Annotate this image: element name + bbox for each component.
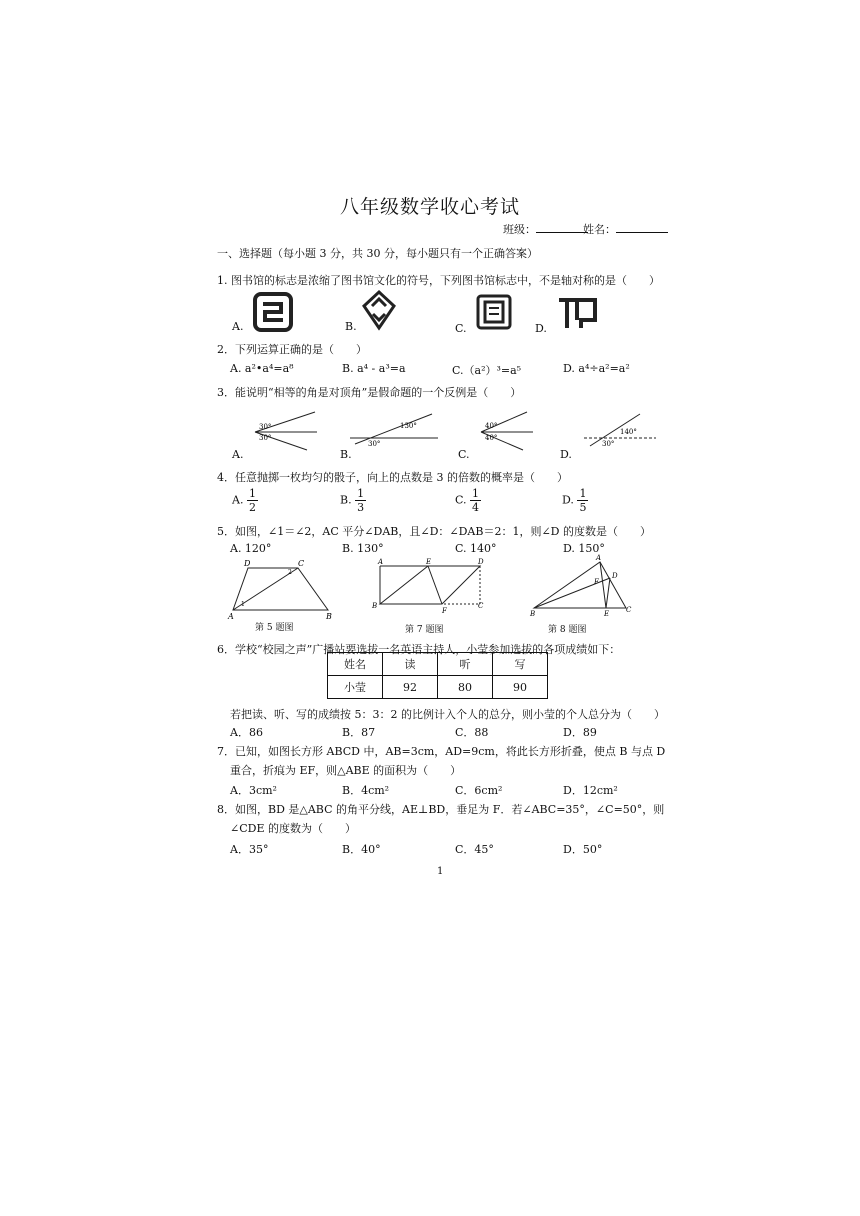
- header-write: 写: [493, 653, 548, 676]
- fig7-label-f: F: [442, 607, 447, 615]
- q2-option-a: A. a²•a⁴=a⁸: [230, 362, 294, 375]
- q4-option-a-letter: A.: [232, 493, 244, 507]
- cell-name: 小莹: [328, 676, 383, 699]
- q4-fraction-d: [577, 487, 588, 514]
- q8-option-d: D．50°: [563, 843, 603, 856]
- q7-option-b: B．4cm²: [342, 784, 390, 797]
- q5-option-c: C. 140°: [455, 542, 497, 555]
- library-logo-b-icon: [362, 290, 396, 330]
- q3d-angle-1: 30°: [602, 440, 615, 448]
- q4b-numerator: 1: [357, 487, 365, 500]
- cell-read: 92: [383, 676, 438, 699]
- q4-option-c: [455, 487, 481, 514]
- q3d-angle-2: 140°: [620, 428, 637, 436]
- q4-fraction-c: [470, 487, 481, 514]
- figure-5-caption: 第 5 题图: [255, 623, 294, 633]
- q4-option-c-letter: C.: [455, 493, 467, 507]
- score-table: [327, 652, 548, 699]
- figure-8-triangle: [530, 556, 640, 616]
- q3b-angle-2: 30°: [368, 440, 381, 448]
- question-7-stem-2: 重合，折痕为 EF，则△ABE 的面积为（ ）: [230, 764, 462, 777]
- cell-write: 90: [493, 676, 548, 699]
- q4-option-a: [232, 487, 258, 514]
- q4c-numerator: 1: [472, 487, 480, 500]
- header-read: 读: [383, 653, 438, 676]
- q4-fraction-a: [247, 487, 258, 514]
- q1-option-b: B.: [345, 320, 357, 333]
- q8-option-a: A．35°: [230, 843, 269, 856]
- name-field[interactable]: [583, 221, 668, 237]
- q3-figure-a: [245, 410, 320, 450]
- fig7-label-e: E: [426, 558, 432, 566]
- q3-option-a: A.: [232, 448, 244, 461]
- question-6-followup: 若把读、听、写的成绩按 5：3：2 的比例计入个人的总分，则小莹的个人总分为（ ）: [230, 708, 665, 721]
- q4-option-b-letter: B.: [340, 493, 352, 507]
- fig5-label-a: A: [228, 612, 234, 621]
- q8-option-c: C．45°: [455, 843, 494, 856]
- question-6-stem: 6．学校“校园之声”广播站要选拔一名英语主持人，小莹参加选拔的各项成绩如下：: [217, 643, 621, 656]
- q3c-angle-1: 40°: [485, 422, 498, 430]
- q5-option-d: D. 150°: [563, 542, 605, 555]
- question-8-stem: 8．如图，BD 是△ABC 的角平分线，AE⊥BD，垂足为 F．若∠ABC=35°，∠C=50°，则: [217, 803, 665, 816]
- name-label: 姓名：: [583, 223, 616, 236]
- fig8-label-f: F: [594, 578, 599, 586]
- q4c-denominator: 4: [472, 501, 480, 514]
- q6-option-b: B．87: [342, 726, 376, 739]
- library-logo-d-icon: [555, 294, 601, 330]
- q4d-numerator: 1: [579, 487, 587, 500]
- q7-option-a: A．3cm²: [230, 784, 277, 797]
- figure-7-rectangle: [370, 558, 490, 614]
- q6-option-d: D．89: [563, 726, 597, 739]
- q4-option-d-letter: D.: [562, 493, 574, 507]
- library-logo-a-icon: [253, 292, 293, 332]
- fig7-label-c: C: [478, 602, 484, 610]
- fig5-label-d: D: [244, 559, 251, 568]
- question-4-stem: 4．任意抛掷一枚均匀的骰子，向上的点数是 3 的倍数的概率是（ ）: [217, 471, 568, 484]
- q7-option-c: C．6cm²: [455, 784, 503, 797]
- page-number: 1: [437, 866, 444, 877]
- question-2-stem: 2．下列运算正确的是（ ）: [217, 343, 367, 356]
- fig7-label-d: D: [478, 558, 484, 566]
- q3a-angle-2: 30°: [259, 434, 272, 442]
- fig8-label-e: E: [604, 610, 610, 618]
- q4d-denominator: 5: [579, 501, 587, 514]
- q4-fraction-b: [355, 487, 366, 514]
- figure-7-caption: 第 7 题图: [405, 625, 444, 635]
- q3-figure-c: [475, 410, 535, 450]
- q2-option-d: D. a⁴÷a²=a²: [563, 362, 630, 375]
- q3-option-d: D.: [560, 448, 572, 461]
- class-blank[interactable]: [536, 222, 588, 233]
- q3-option-c: C.: [458, 448, 470, 461]
- q5-option-b: B. 130°: [342, 542, 384, 555]
- q3-option-b: B.: [340, 448, 352, 461]
- q3b-angle-1: 130°: [400, 422, 417, 430]
- q4a-denominator: 2: [248, 501, 256, 514]
- figure-5-trapezoid: [228, 560, 338, 620]
- q3-figure-b: [350, 412, 435, 448]
- score-table-row: [328, 676, 548, 699]
- q2-option-c: C.（a²）³=a⁵: [452, 364, 522, 377]
- cell-listen: 80: [438, 676, 493, 699]
- fig8-label-a: A: [596, 554, 602, 562]
- score-table-header-row: [328, 653, 548, 676]
- q1-option-a: A.: [232, 320, 244, 333]
- question-7-stem: 7．已知，如图长方形 ABCD 中，AB=3cm，AD=9cm，将此长方形折叠，使点 B 与点 D: [217, 745, 666, 758]
- q2-option-b: B. a⁴ - a³=a: [342, 362, 406, 375]
- q6-option-c: C．88: [455, 726, 489, 739]
- question-3-stem: 3．能说明“相等的角是对顶角”是假命题的一个反例是（ ）: [217, 386, 522, 399]
- fig8-label-c: C: [626, 606, 632, 614]
- header-name: 姓名: [328, 653, 383, 676]
- fig7-label-a: A: [378, 558, 384, 566]
- question-5-stem: 5．如图，∠1＝∠2，AC 平分∠DAB，且∠D：∠DAB＝2：1，则∠D 的度数是（ ）: [217, 525, 651, 538]
- fig5-label-1: 1: [241, 601, 245, 608]
- page-title: 八年级数学收心考试: [339, 196, 520, 218]
- fig8-label-b: B: [530, 610, 536, 618]
- fig5-label-2: 2: [288, 569, 292, 576]
- class-label: 班级：: [503, 223, 536, 236]
- q3a-angle-1: 30°: [259, 423, 272, 431]
- name-blank[interactable]: [616, 222, 668, 233]
- question-8-stem-2: ∠CDE 的度数为（ ）: [230, 822, 356, 835]
- q1-option-d: D.: [535, 322, 547, 335]
- header-listen: 听: [438, 653, 493, 676]
- q4b-denominator: 3: [357, 501, 365, 514]
- q6-option-a: A．86: [230, 726, 263, 739]
- q4-option-d: [562, 487, 588, 514]
- q7-option-d: D．12cm²: [563, 784, 618, 797]
- q4a-numerator: 1: [248, 487, 256, 500]
- q5-option-a: A. 120°: [230, 542, 272, 555]
- q3-figure-d: [580, 412, 660, 448]
- library-logo-c-icon: [476, 294, 512, 330]
- section-heading: 一、选择题（每小题 3 分，共 30 分，每小题只有一个正确答案）: [217, 247, 538, 260]
- figure-8-caption: 第 8 题图: [548, 625, 587, 635]
- q4-option-b: [340, 487, 366, 514]
- fig5-label-c: C: [298, 559, 305, 568]
- question-1-stem: 1. 图书馆的标志是浓缩了图书馆文化的符号，下列图书馆标志中，不是轴对称的是（ ）: [217, 274, 660, 287]
- fig8-label-d: D: [612, 572, 618, 580]
- class-field[interactable]: [503, 221, 588, 237]
- q3c-angle-2: 40°: [485, 434, 498, 442]
- q8-option-b: B．40°: [342, 843, 381, 856]
- q1-option-c: C.: [455, 322, 467, 335]
- fig5-label-b: B: [326, 612, 332, 621]
- fig7-label-b: B: [372, 602, 378, 610]
